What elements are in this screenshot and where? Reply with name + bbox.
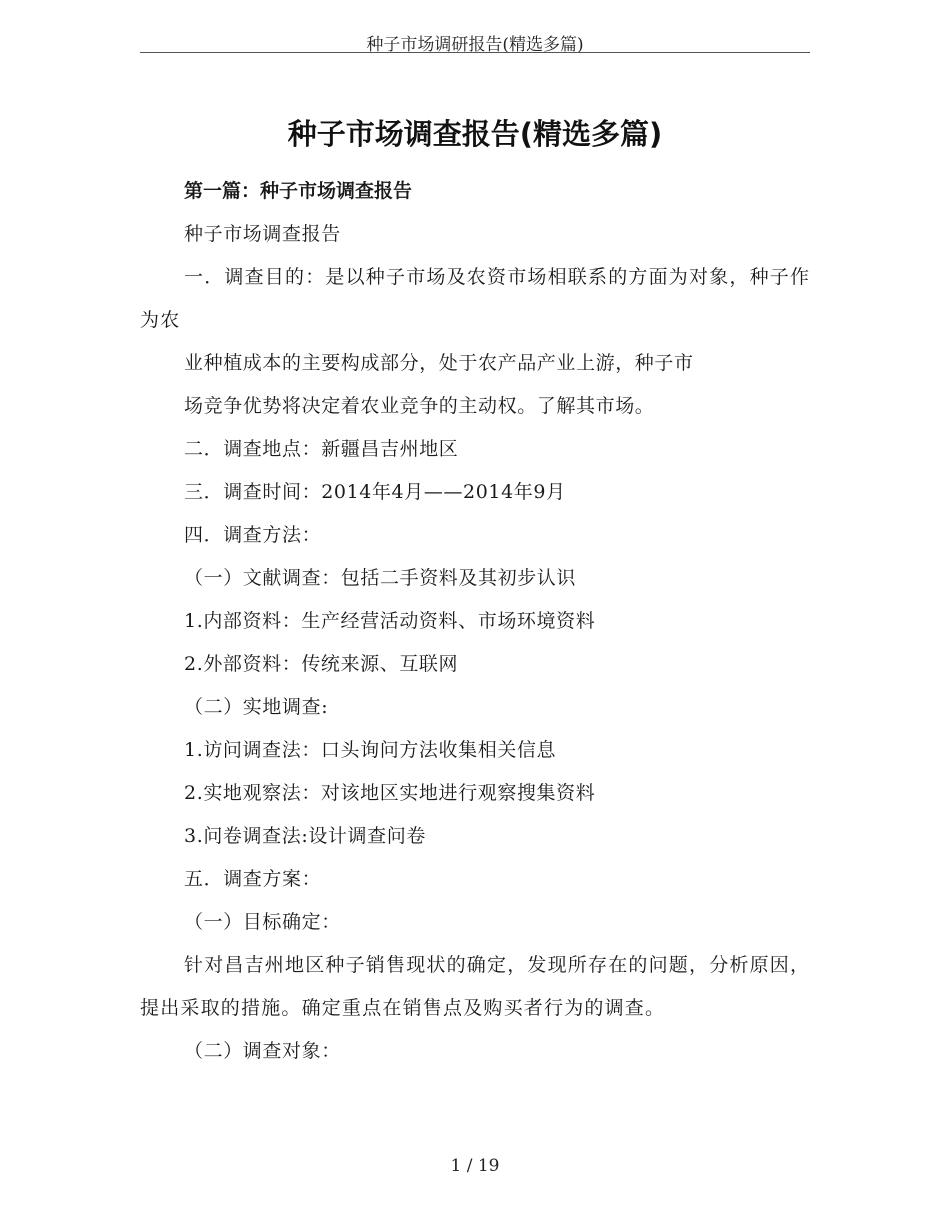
paragraph: （一）文献调查：包括二手资料及其初步认识 xyxy=(184,567,577,589)
paragraph: 3.问卷调查法:设计调查问卷 xyxy=(184,825,426,847)
paragraph: （一）目标确定： xyxy=(184,911,341,933)
header-divider xyxy=(140,52,810,53)
paragraph: 三．调查时间：2014年4月——2014年9月 xyxy=(184,481,566,503)
paragraph: 2.外部资料：传统来源、互联网 xyxy=(184,653,459,675)
paragraph: （二）调查对象： xyxy=(184,1040,341,1062)
paragraph: 业种植成本的主要构成部分，处于农产品产业上游，种子市 xyxy=(184,352,694,374)
paragraph: 2.实地观察法：对该地区实地进行观察搜集资料 xyxy=(184,782,596,804)
paragraph: 1.访问调查法：口头询问方法收集相关信息 xyxy=(184,739,557,761)
document-body xyxy=(140,170,812,1073)
paragraph: 五．调查方案： xyxy=(184,868,322,890)
running-header: 种子市场调研报告(精选多篇) xyxy=(366,35,584,55)
paragraph: 一．调查目的：是以种子市场及农资市场相联系的方面为对象，种子作为农 xyxy=(140,266,811,331)
document-title: 种子市场调查报告(精选多篇) xyxy=(287,117,663,151)
section-heading: 第一篇：种子市场调查报告 xyxy=(184,180,413,202)
paragraph: 种子市场调查报告 xyxy=(184,223,341,245)
page-number: 1 / 19 xyxy=(450,1156,500,1176)
paragraph: 场竞争优势将决定着农业竞争的主动权。了解其市场。 xyxy=(184,395,655,417)
paragraph: 1.内部资料：生产经营活动资料、市场环境资料 xyxy=(184,610,596,632)
paragraph: 针对昌吉州地区种子销售现状的确定，发现所存在的问题，分析原因，提出采取的措施。确定重点在销售点及购买者行为的调查。 xyxy=(140,954,811,1019)
paragraph: （二）实地调查: xyxy=(184,696,329,718)
paragraph: 二．调查地点：新疆昌吉州地区 xyxy=(184,438,459,460)
paragraph: 四．调查方法： xyxy=(184,524,322,546)
